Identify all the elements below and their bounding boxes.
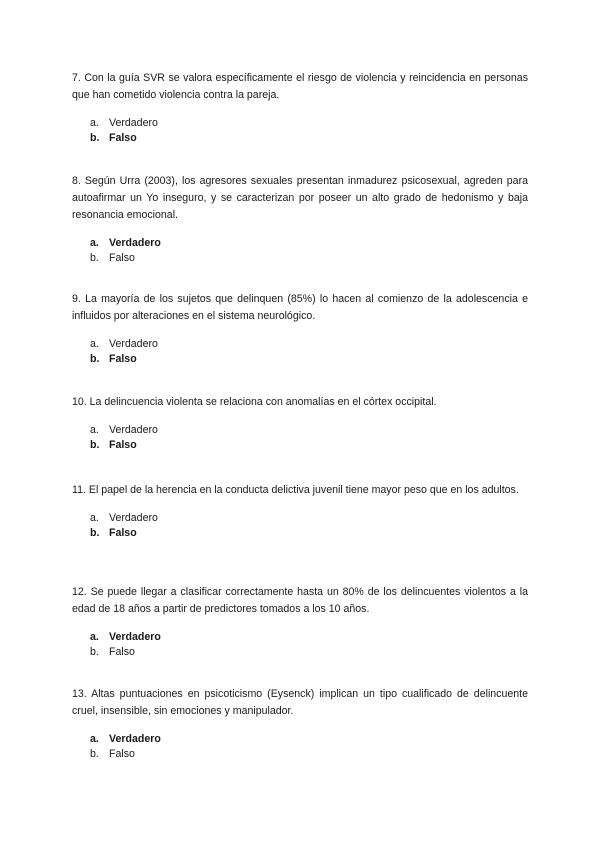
question-text: 8. Según Urra (2003), los agresores sexuales presentan inmadurez psicosexual, agreden para autoafirmar un Yo inseguro, y se caracterizan por poseer un alto grado de hedonismo y baja resonancia emocional. — [72, 175, 528, 221]
option-letter: b. — [90, 646, 99, 658]
option-label: Falso — [109, 252, 135, 264]
option-letter: b. — [90, 353, 100, 365]
option-letter: b. — [90, 252, 99, 264]
option-label: Falso — [109, 132, 137, 144]
option-letter: a. — [90, 631, 99, 643]
question-text: 7. Con la guía SVR se valora específicamente el riesgo de violencia y reincidencia en personas que han cometido violencia contra la pareja. — [72, 72, 528, 101]
option-letter: a. — [90, 117, 99, 129]
option-letter: b. — [90, 748, 99, 760]
option-b — [72, 251, 528, 266]
option-letter: b. — [90, 132, 100, 144]
option-a — [72, 337, 528, 352]
option-letter: b. — [90, 527, 100, 539]
answer-options — [72, 337, 528, 367]
option-label: Verdadero — [109, 338, 158, 350]
option-letter: a. — [90, 424, 99, 436]
question-text: 11. El papel de la herencia en la conducta delictiva juvenil tiene mayor peso que en los adultos. — [72, 484, 519, 496]
question-text: 13. Altas puntuaciones en psicoticismo (Eysenck) implican un tipo cualificado de delincuente cruel, insensible, sin emociones y manipulador. — [72, 688, 528, 717]
question-10 — [72, 394, 528, 453]
option-label: Falso — [109, 353, 137, 365]
answer-options — [72, 236, 528, 266]
option-a — [72, 236, 528, 251]
option-label: Verdadero — [109, 237, 161, 249]
option-a — [72, 732, 528, 747]
option-label: Verdadero — [109, 733, 161, 745]
question-text: 10. La delincuencia violenta se relaciona con anomalías en el córtex occipital. — [72, 396, 437, 408]
question-text: 9. La mayoría de los sujetos que delinquen (85%) lo hacen al comienzo de la adolescencia e influidos por alteraciones en el sistema neurológico. — [72, 293, 528, 322]
option-b — [72, 645, 528, 660]
option-b — [72, 747, 528, 762]
option-a — [72, 630, 528, 645]
option-letter: a. — [90, 338, 99, 350]
answer-options — [72, 732, 528, 762]
question-9 — [72, 291, 528, 367]
question-text: 12. Se puede llegar a clasificar correctamente hasta un 80% de los delincuentes violentos a la edad de 18 años a partir de predictores tomados a los 10 años. — [72, 586, 528, 615]
option-b — [72, 352, 528, 367]
option-a — [72, 116, 528, 131]
answer-options — [72, 116, 528, 146]
question-12 — [72, 584, 528, 660]
option-label: Falso — [109, 439, 137, 451]
option-label: Falso — [109, 748, 135, 760]
answer-options — [72, 511, 528, 541]
option-b — [72, 131, 528, 146]
option-letter: a. — [90, 733, 99, 745]
option-letter: b. — [90, 439, 100, 451]
option-label: Verdadero — [109, 424, 158, 436]
option-label: Falso — [109, 646, 135, 658]
answer-options — [72, 423, 528, 453]
option-label: Falso — [109, 527, 137, 539]
option-label: Verdadero — [109, 512, 158, 524]
option-b — [72, 438, 528, 453]
question-7 — [72, 70, 528, 146]
option-a — [72, 511, 528, 526]
question-8 — [72, 173, 528, 266]
option-label: Verdadero — [109, 631, 161, 643]
option-letter: a. — [90, 237, 99, 249]
question-11 — [72, 482, 528, 541]
option-a — [72, 423, 528, 438]
answer-options — [72, 630, 528, 660]
question-13 — [72, 686, 528, 762]
option-b — [72, 526, 528, 541]
option-label: Verdadero — [109, 117, 158, 129]
option-letter: a. — [90, 512, 99, 524]
